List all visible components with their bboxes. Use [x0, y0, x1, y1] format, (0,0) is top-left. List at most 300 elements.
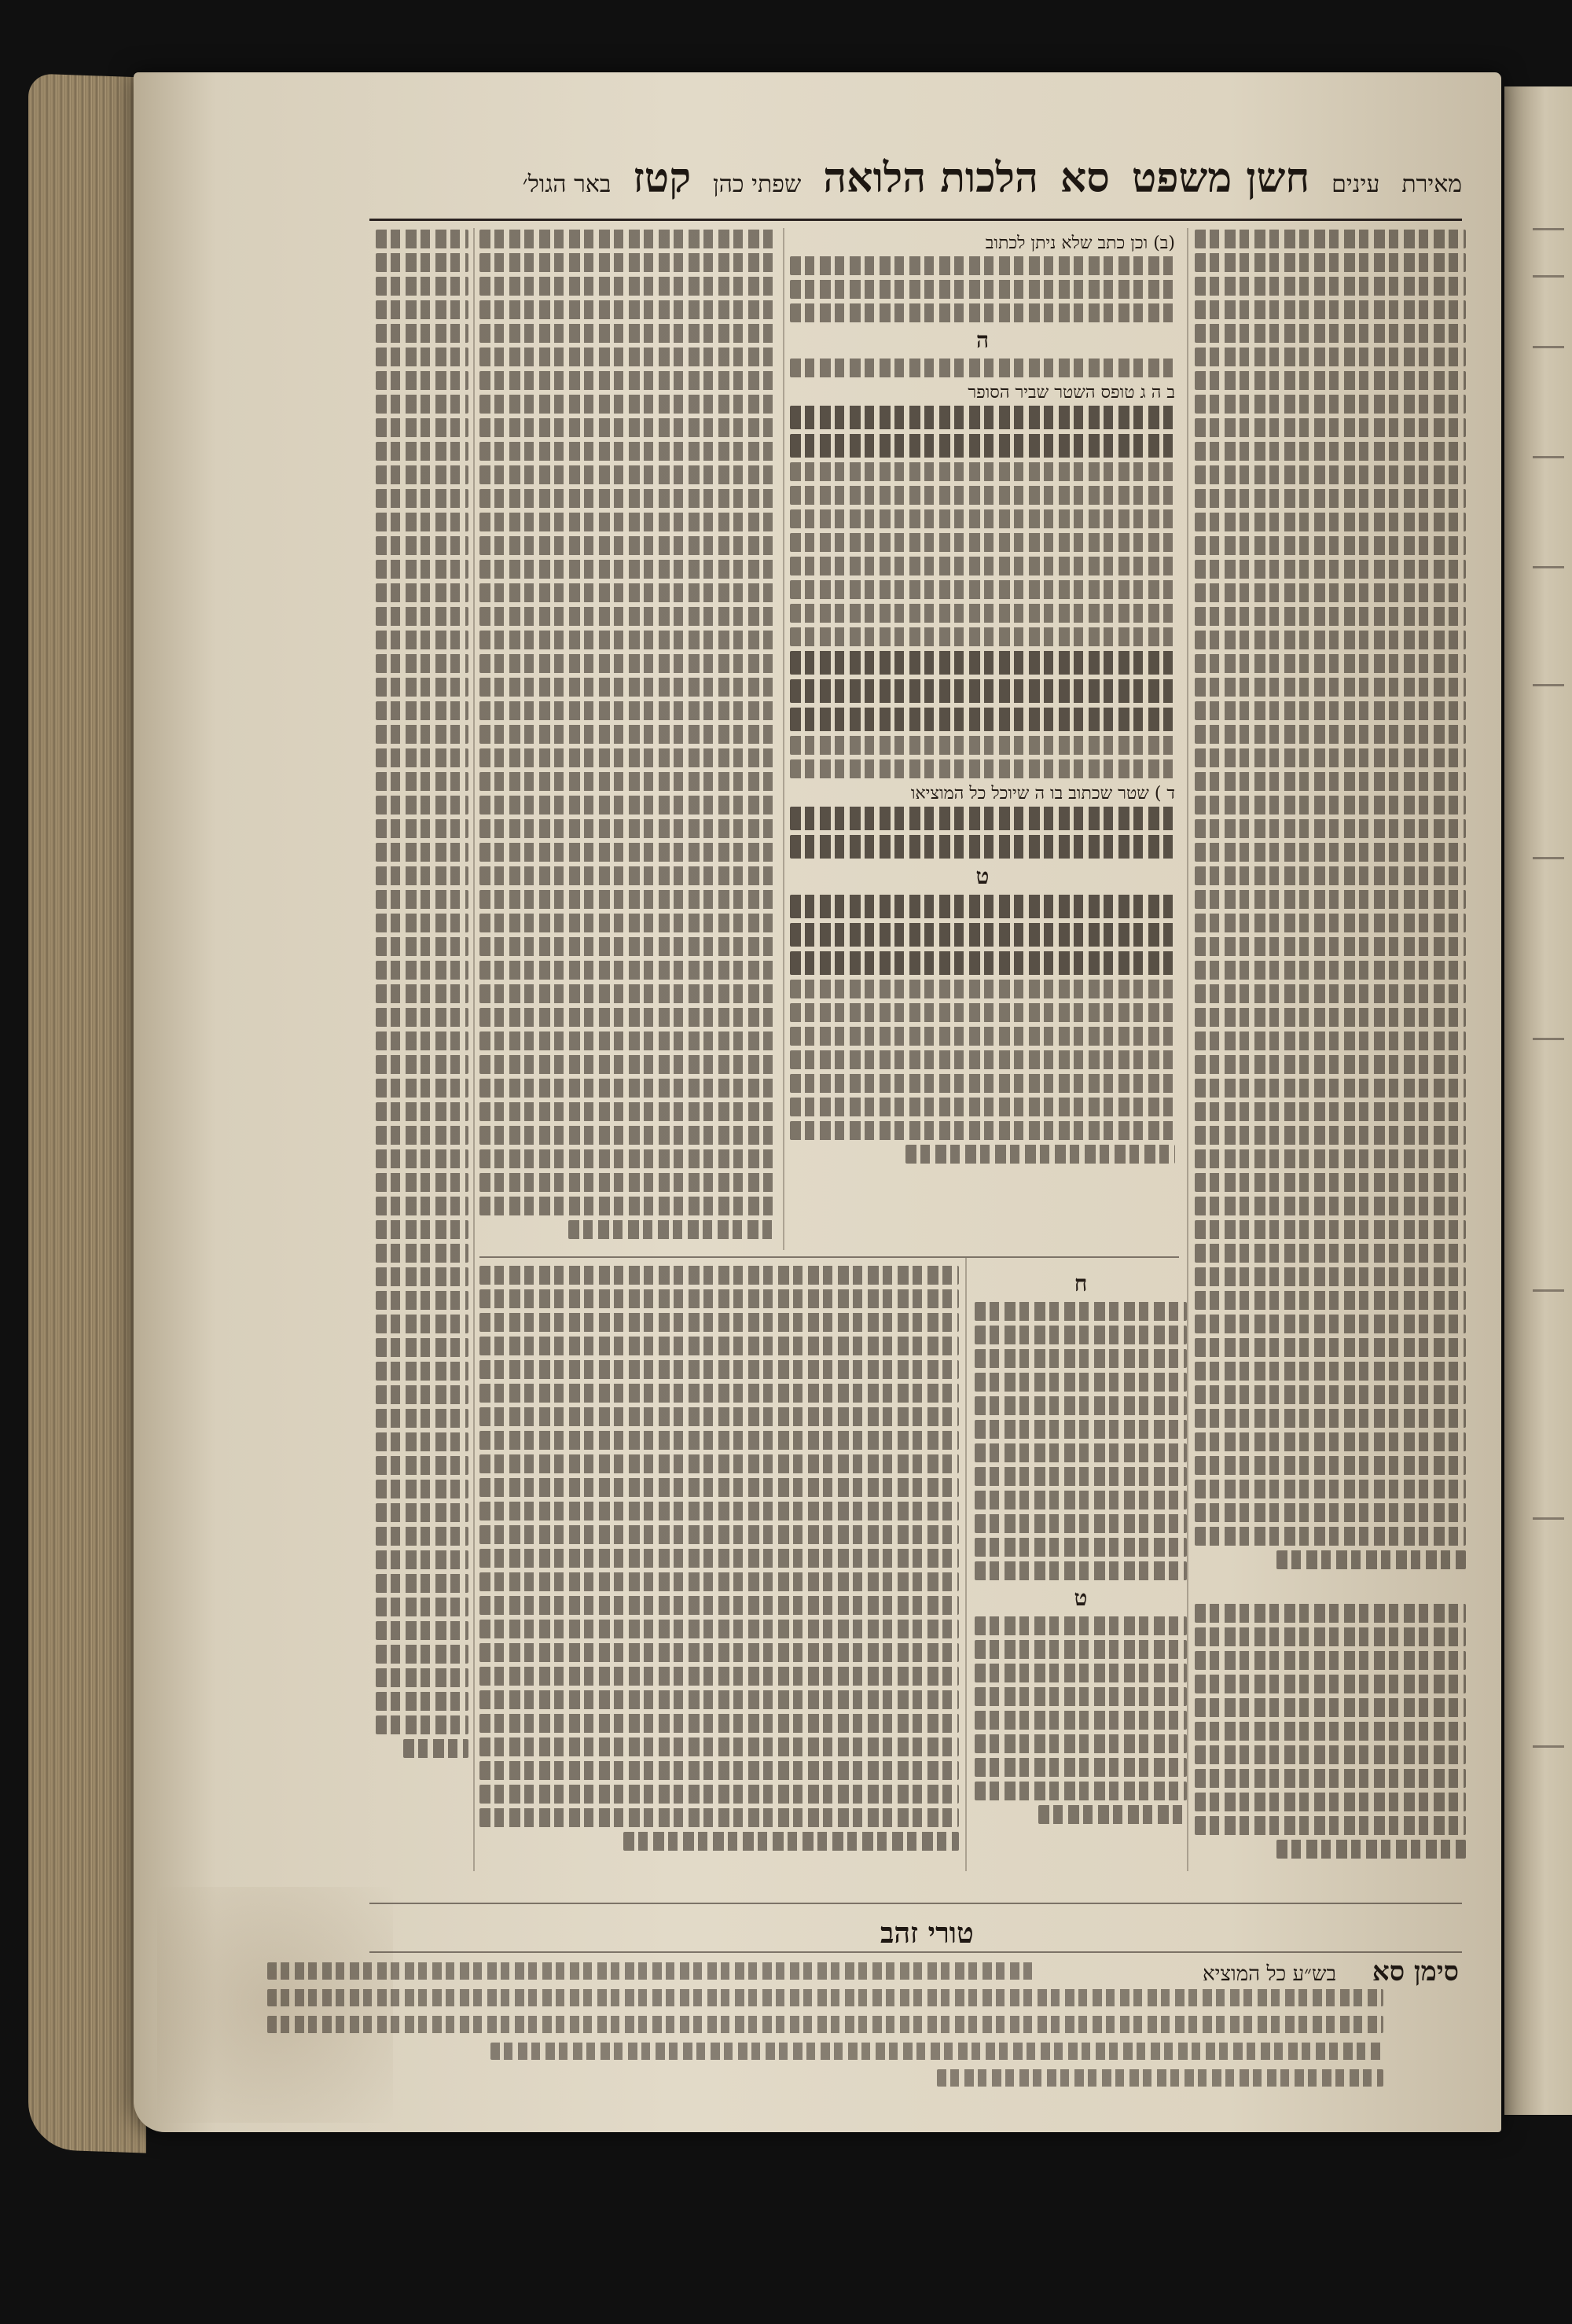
- text-line: [975, 1349, 1187, 1368]
- text-line: [1195, 1480, 1466, 1498]
- text-line: [1195, 631, 1466, 649]
- text-line: [479, 583, 774, 602]
- text-line: [376, 1598, 468, 1616]
- center-first-line: (ב) וכן כתב שלא ניתן לכתוב: [985, 234, 1175, 253]
- book-edge: [28, 73, 146, 2153]
- text-line: [376, 961, 468, 980]
- text-line: [479, 1785, 959, 1804]
- text-line: [790, 679, 1175, 703]
- text-line: [790, 557, 1175, 575]
- bottom-section-title: טורי זהב: [880, 1917, 974, 1950]
- text-line: [1195, 654, 1466, 673]
- text-line: [790, 923, 1175, 947]
- header-commentary-left: שפתי כהן: [713, 171, 802, 198]
- header-left-note: באר הגול׳: [522, 171, 612, 198]
- text-line: [975, 1758, 1187, 1777]
- next-page-line: [1533, 228, 1564, 230]
- text-line: [376, 1362, 468, 1381]
- text-line: [376, 1220, 468, 1239]
- header-book: חשן משפט: [1131, 154, 1310, 202]
- text-line: [479, 772, 774, 791]
- text-line: [790, 359, 1175, 377]
- text-line: [376, 324, 468, 343]
- text-line: [975, 1711, 1187, 1730]
- text-line: [479, 1008, 774, 1027]
- text-line: [479, 1502, 959, 1521]
- text-line: [1195, 1173, 1466, 1192]
- text-line: [1195, 1651, 1466, 1670]
- text-line: [1195, 914, 1466, 932]
- text-line: [479, 701, 774, 720]
- text-line: [1195, 1409, 1466, 1428]
- text-line: [376, 347, 468, 366]
- text-line: [790, 1050, 1175, 1069]
- header-siman-number: סא: [1060, 154, 1110, 202]
- text-line: [479, 1079, 774, 1098]
- text-line: [790, 280, 1175, 299]
- text-line: [479, 1360, 959, 1379]
- text-line: [479, 560, 774, 579]
- text-line: [376, 1432, 468, 1451]
- text-line: [376, 371, 468, 390]
- section-letter: ה: [975, 327, 990, 353]
- text-line: [376, 607, 468, 626]
- text-line: [1195, 1031, 1466, 1050]
- header-commentary-right: עינים: [1331, 171, 1380, 198]
- column-center: [790, 230, 1175, 1252]
- text-line: [1195, 300, 1466, 319]
- text-line: [479, 937, 774, 956]
- text-line: [479, 347, 774, 366]
- text-line: [376, 937, 468, 956]
- text-line: [1195, 1816, 1466, 1835]
- text-line: [267, 1989, 1383, 2006]
- text-line: [479, 1737, 959, 1756]
- text-line: [376, 230, 468, 248]
- text-line: [1195, 1793, 1466, 1811]
- next-page-line: [1533, 1745, 1564, 1748]
- text-line: [479, 513, 774, 531]
- text-line: [479, 890, 774, 909]
- text-line: [479, 631, 774, 649]
- text-line: [1195, 1149, 1466, 1168]
- text-line: [376, 796, 468, 815]
- text-line: [975, 1467, 1187, 1486]
- text-line: [1195, 961, 1466, 980]
- text-line: [479, 1808, 959, 1827]
- text-line: [790, 759, 1175, 778]
- text-line: [790, 604, 1175, 623]
- text-line: [479, 984, 774, 1003]
- text-line: [479, 1031, 774, 1050]
- text-line: [790, 1098, 1175, 1116]
- text-line: [376, 654, 468, 673]
- text-line: [790, 1003, 1175, 1022]
- column-divider: [783, 228, 784, 1250]
- text-line: [1195, 560, 1466, 579]
- text-line: [376, 513, 468, 531]
- text-line: [790, 835, 1175, 859]
- text-line: [376, 277, 468, 296]
- text-line: [975, 1514, 1187, 1533]
- text-line: [479, 1454, 959, 1473]
- text-line: [376, 1008, 468, 1027]
- text-line: [479, 1572, 959, 1591]
- text-line: [1195, 748, 1466, 767]
- text-line: [1195, 1745, 1466, 1764]
- text-line: [1195, 489, 1466, 508]
- text-line: [1195, 418, 1466, 437]
- text-line: [790, 1074, 1175, 1093]
- text-line: [790, 651, 1175, 675]
- column-divider: [965, 1258, 967, 1871]
- text-line: [376, 1456, 468, 1475]
- text-line: [1195, 442, 1466, 461]
- text-line: [1195, 1008, 1466, 1027]
- text-line: [479, 1149, 774, 1168]
- text-line: [376, 1527, 468, 1546]
- text-line: [1195, 607, 1466, 626]
- center-first-line: ד ) שטר שכתוב בו ה שיוכל כל המוציאו: [910, 784, 1175, 803]
- text-line: [975, 1687, 1187, 1706]
- text-line: [479, 324, 774, 343]
- text-line: [376, 1173, 468, 1192]
- text-line: [479, 536, 774, 555]
- text-line: [1195, 1267, 1466, 1286]
- column-right-lower: [1195, 1604, 1466, 1871]
- text-line: [1195, 1079, 1466, 1098]
- text-line: [1195, 937, 1466, 956]
- text-line: [1195, 1432, 1466, 1451]
- text-line: [376, 819, 468, 838]
- text-line: [1195, 819, 1466, 838]
- column-right: [1195, 230, 1466, 1598]
- siman-text: בש״ע כל המוציא: [1203, 1962, 1336, 1986]
- text-line: [1195, 253, 1466, 272]
- text-line: [1195, 347, 1466, 366]
- text-line: [376, 536, 468, 555]
- text-line: [1276, 1550, 1467, 1569]
- text-line: [790, 533, 1175, 552]
- text-line: [376, 890, 468, 909]
- text-line: [1195, 583, 1466, 602]
- text-line: [790, 1121, 1175, 1140]
- text-line: [975, 1782, 1187, 1800]
- section-letter: ח: [1074, 1270, 1088, 1296]
- text-line: [479, 1643, 959, 1662]
- text-line: [479, 1596, 959, 1615]
- text-line: [479, 819, 774, 838]
- text-line: [1195, 395, 1466, 414]
- text-line: [1195, 1675, 1466, 1693]
- text-line: [1195, 796, 1466, 815]
- section-rule: [479, 1256, 1179, 1258]
- text-line: [479, 277, 774, 296]
- text-line: [376, 1645, 468, 1664]
- text-line: [403, 1739, 468, 1758]
- text-line: [1195, 772, 1466, 791]
- text-line: [376, 984, 468, 1003]
- text-line: [479, 1478, 959, 1497]
- text-line: [479, 961, 774, 980]
- text-line: [479, 866, 774, 885]
- text-line: [975, 1302, 1187, 1321]
- text-line: [376, 631, 468, 649]
- text-line: [1195, 1604, 1466, 1623]
- text-line: [975, 1561, 1187, 1580]
- text-line: [790, 434, 1175, 458]
- text-line: [376, 583, 468, 602]
- text-line: [790, 406, 1175, 429]
- text-line: [376, 1480, 468, 1498]
- text-line: [1195, 1503, 1466, 1522]
- column-divider: [473, 228, 475, 1871]
- footnote-block: [267, 1962, 1383, 2096]
- text-line: [975, 1491, 1187, 1509]
- text-line: [479, 1690, 959, 1709]
- text-line: [790, 627, 1175, 646]
- text-line: [790, 462, 1175, 481]
- text-line: [479, 489, 774, 508]
- text-line: [1276, 1840, 1467, 1859]
- text-line: [479, 1525, 959, 1544]
- text-line: [376, 1267, 468, 1286]
- text-line: [376, 1621, 468, 1640]
- text-line: [376, 1291, 468, 1310]
- text-line: [1195, 513, 1466, 531]
- text-line: [975, 1616, 1187, 1635]
- header-rule: [369, 219, 1462, 221]
- text-line: [376, 1550, 468, 1569]
- next-page-line: [1533, 857, 1564, 859]
- text-line: [975, 1396, 1187, 1415]
- text-line: [479, 1549, 959, 1568]
- section-letter: ט: [1074, 1585, 1088, 1611]
- text-line: [479, 418, 774, 437]
- text-line: [975, 1640, 1187, 1659]
- next-page-line: [1533, 1517, 1564, 1520]
- text-line: [376, 701, 468, 720]
- text-line: [1195, 1385, 1466, 1404]
- text-line: [1195, 984, 1466, 1003]
- text-line: [479, 1055, 774, 1074]
- text-line: [479, 253, 774, 272]
- text-line: [975, 1420, 1187, 1439]
- text-line: [376, 1409, 468, 1428]
- text-line: [479, 1667, 959, 1686]
- text-line: [376, 1197, 468, 1215]
- text-line: [376, 1503, 468, 1522]
- text-line: [479, 230, 774, 248]
- text-line: [376, 253, 468, 272]
- text-line: [975, 1664, 1187, 1682]
- text-line: [975, 1443, 1187, 1462]
- text-line: [479, 654, 774, 673]
- text-line: [376, 1385, 468, 1404]
- section-rule: [369, 1951, 1462, 1953]
- text-line: [479, 1714, 959, 1733]
- text-line: [376, 1338, 468, 1357]
- text-line: [790, 580, 1175, 599]
- text-line: [1195, 1055, 1466, 1074]
- text-line: [376, 678, 468, 697]
- text-line: [376, 1715, 468, 1734]
- next-page-line: [1533, 1038, 1564, 1040]
- text-line: [376, 1149, 468, 1168]
- text-line: [376, 489, 468, 508]
- text-line: [479, 1313, 959, 1332]
- text-line: [1195, 277, 1466, 296]
- text-line: [1195, 678, 1466, 697]
- text-line: [1195, 1291, 1466, 1310]
- text-line: [376, 1315, 468, 1333]
- center-first-line: ב ה ג טופס השטר שביר הסופר: [968, 383, 1175, 403]
- text-line: [1195, 1197, 1466, 1215]
- text-line: [479, 395, 774, 414]
- column-lower-center: [975, 1266, 1187, 1863]
- text-line: [975, 1734, 1187, 1753]
- text-line: [479, 914, 774, 932]
- text-line: [479, 1407, 959, 1426]
- text-line: [790, 486, 1175, 505]
- text-line: [376, 442, 468, 461]
- text-line: [479, 1102, 774, 1121]
- text-line: [1195, 1315, 1466, 1333]
- text-line: [1195, 1627, 1466, 1646]
- text-line: [937, 2069, 1383, 2087]
- text-line: [1195, 324, 1466, 343]
- text-line: [1195, 1126, 1466, 1145]
- text-line: [1195, 1244, 1466, 1263]
- text-line: [376, 1126, 468, 1145]
- text-line: [790, 1027, 1175, 1046]
- text-line: [1195, 725, 1466, 744]
- text-line: [376, 843, 468, 862]
- text-line: [479, 1337, 959, 1355]
- text-line: [1195, 1769, 1466, 1788]
- text-line: [1195, 1220, 1466, 1239]
- text-line: [1195, 230, 1466, 248]
- text-line: [376, 560, 468, 579]
- text-line: [1195, 866, 1466, 885]
- text-line: [479, 678, 774, 697]
- text-line: [790, 807, 1175, 830]
- next-page-line: [1533, 346, 1564, 348]
- text-line: [479, 607, 774, 626]
- text-line: [479, 725, 774, 744]
- text-line: [376, 1031, 468, 1050]
- text-line: [479, 1173, 774, 1192]
- text-line: [479, 1761, 959, 1780]
- text-line: [1195, 701, 1466, 720]
- text-line: [376, 395, 468, 414]
- text-line: [376, 300, 468, 319]
- header-topic: הלכות הלואה: [823, 154, 1038, 202]
- text-line: [376, 772, 468, 791]
- next-page-line: [1533, 1289, 1564, 1292]
- text-line: [376, 748, 468, 767]
- text-line: [790, 980, 1175, 998]
- next-page-line: [1533, 275, 1564, 278]
- text-line: [1195, 1102, 1466, 1121]
- text-line: [490, 2043, 1383, 2060]
- text-line: [376, 1692, 468, 1711]
- text-line: [790, 509, 1175, 528]
- text-line: [975, 1373, 1187, 1392]
- text-line: [376, 1244, 468, 1263]
- text-line: [376, 1102, 468, 1121]
- column-lower-left: [479, 1266, 959, 1871]
- next-page-edge: [1504, 86, 1572, 2115]
- text-line: [790, 895, 1175, 918]
- next-page-line: [1533, 566, 1564, 568]
- text-line: [376, 1668, 468, 1687]
- text-line: [975, 1326, 1187, 1344]
- next-page-line: [1533, 684, 1564, 686]
- section-rule: [369, 1903, 1462, 1904]
- text-line: [479, 465, 774, 484]
- text-line: [479, 1197, 774, 1215]
- text-line: [376, 1079, 468, 1098]
- text-line: [1195, 465, 1466, 484]
- text-line: [479, 748, 774, 767]
- text-line: [905, 1145, 1175, 1164]
- text-line: [479, 1126, 774, 1145]
- text-line: [1195, 890, 1466, 909]
- header-right-note: מאירת: [1401, 171, 1462, 198]
- header-left-title: קטז: [633, 154, 692, 202]
- text-line: [376, 418, 468, 437]
- text-line: [568, 1220, 775, 1239]
- text-line: [1195, 843, 1466, 862]
- text-line: [267, 1962, 1038, 1980]
- text-line: [1195, 1456, 1466, 1475]
- text-line: [790, 736, 1175, 755]
- text-line: [790, 951, 1175, 975]
- text-line: [376, 725, 468, 744]
- text-line: [975, 1538, 1187, 1557]
- text-line: [1195, 1722, 1466, 1741]
- text-line: [1195, 1527, 1466, 1546]
- column-left: [376, 230, 468, 1802]
- text-line: [479, 1620, 959, 1638]
- text-line: [376, 914, 468, 932]
- text-line: [479, 1266, 959, 1285]
- text-line: [1195, 371, 1466, 390]
- page-header: [362, 154, 1462, 209]
- section-letter: ט: [975, 863, 990, 889]
- text-line: [479, 1431, 959, 1450]
- text-line: [623, 1832, 959, 1851]
- text-line: [1195, 1698, 1466, 1717]
- text-line: [1195, 1338, 1466, 1357]
- text-line: [1195, 536, 1466, 555]
- text-line: [479, 371, 774, 390]
- text-line: [790, 256, 1175, 275]
- text-line: [790, 708, 1175, 731]
- text-line: [376, 866, 468, 885]
- text-line: [376, 1055, 468, 1074]
- text-line: [479, 843, 774, 862]
- column-left-center: [479, 230, 774, 1252]
- text-line: [1195, 1362, 1466, 1381]
- text-line: [479, 1289, 959, 1308]
- text-line: [267, 2016, 1383, 2033]
- text-line: [479, 442, 774, 461]
- text-line: [790, 303, 1175, 322]
- text-line: [376, 1574, 468, 1593]
- text-line: [376, 465, 468, 484]
